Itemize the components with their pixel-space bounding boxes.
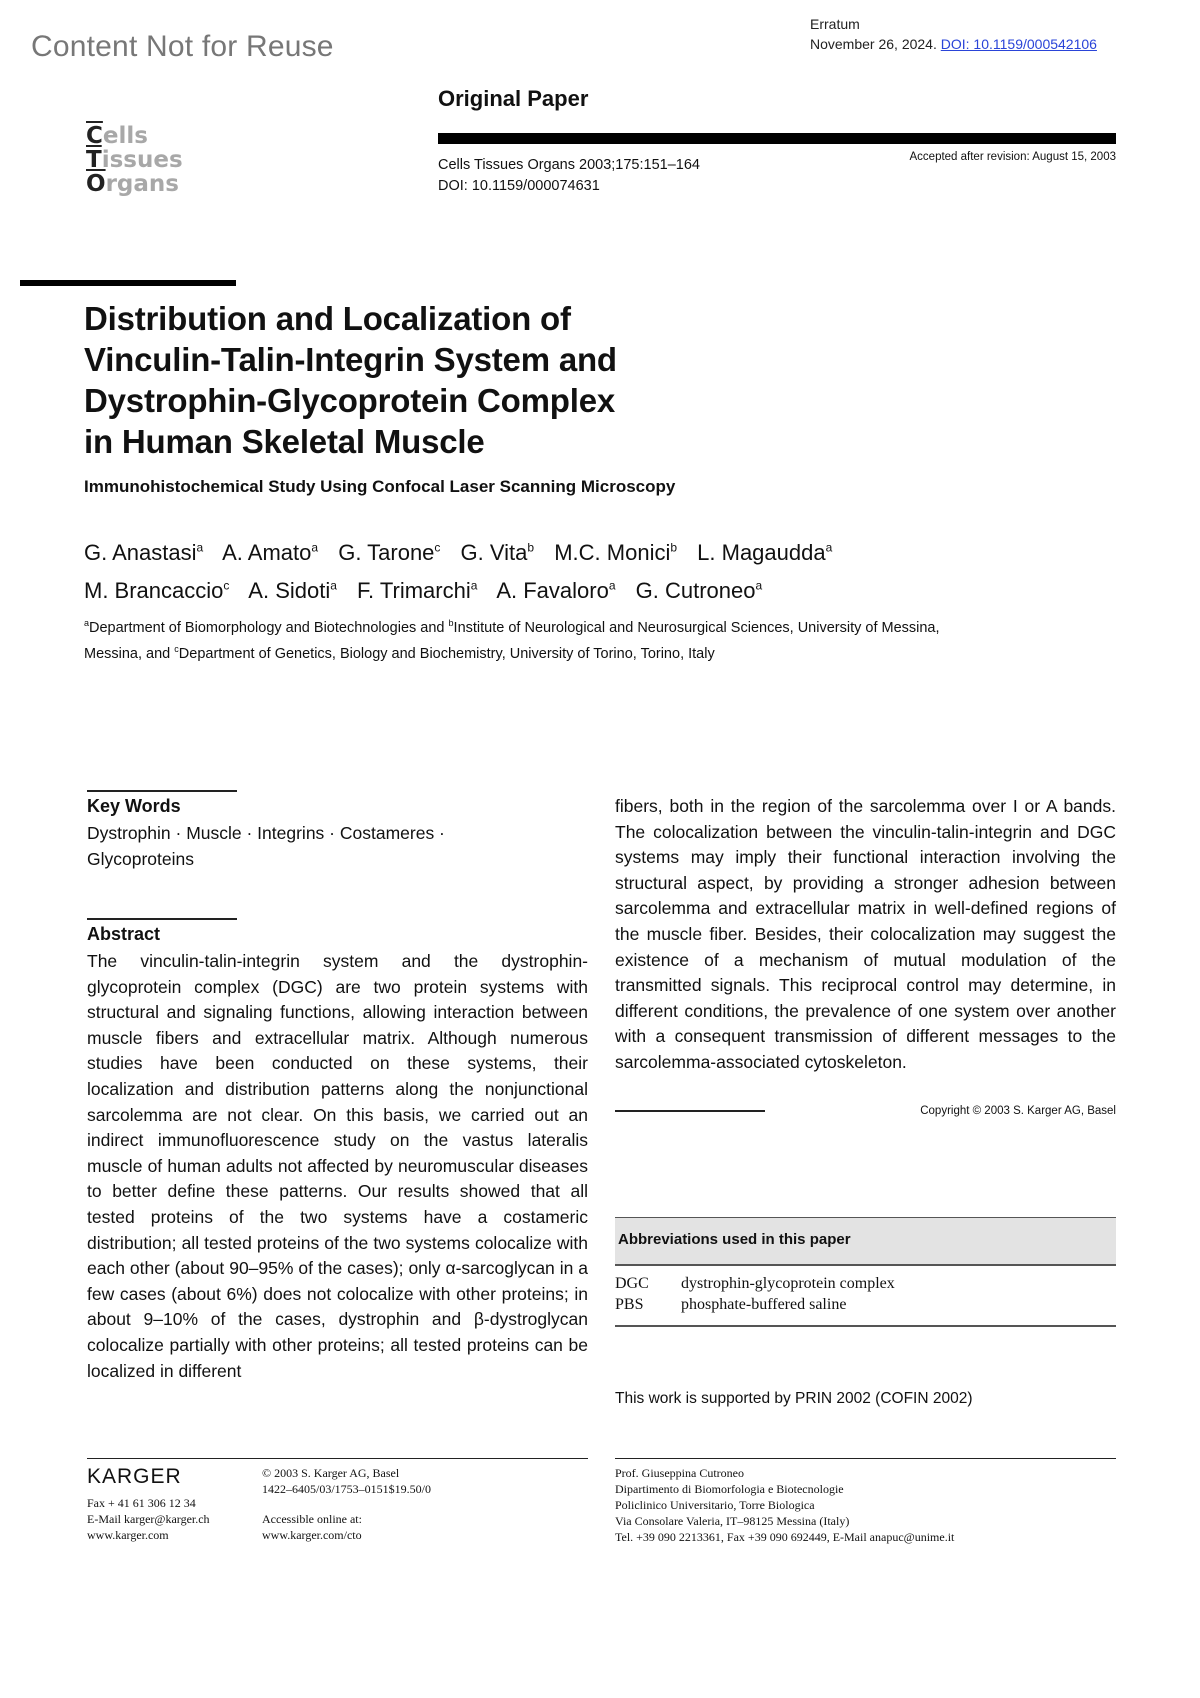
title-line: Vinculin-Talin-Integrin System and — [84, 341, 617, 378]
author: G. Anastasi$^a$ — [84, 540, 204, 566]
author: F. Trimarchi$^a$ — [357, 577, 478, 603]
header-bar — [438, 133, 1116, 144]
publisher-website: www.karger.com — [87, 1528, 169, 1542]
author: L. Magaudda$^a$ — [697, 540, 833, 566]
publisher-rights — [262, 1465, 431, 1497]
article-subtitle: Immunohistochemical Study Using Confocal Laser Scanning Microscopy — [84, 477, 676, 496]
copyright-notice: Copyright © 2003 S. Karger AG, Basel — [920, 1105, 1116, 1117]
rights-line: © 2003 S. Karger AG, Basel — [262, 1466, 400, 1480]
abbreviations-heading: Abbreviations used in this paper — [618, 1231, 851, 1248]
publisher-fax: Fax + 41 61 306 12 34 — [87, 1496, 196, 1510]
title-line: in Human Skeletal Muscle — [84, 423, 485, 460]
abstract-heading: Abstract — [87, 924, 161, 944]
abstract-end-rule — [615, 1110, 765, 1112]
watermark-text: Content Not for Reuse — [31, 30, 334, 63]
keywords-text: Dystrophin · Muscle · Integrins · Costameres · Glycoproteins — [87, 823, 445, 869]
erratum-date: November 26, 2024. — [810, 36, 937, 52]
erratum-notice — [810, 14, 1097, 54]
publisher-logo: KARGER — [87, 1465, 182, 1488]
article-doi: DOI: 10.1159/000074631 — [438, 178, 600, 194]
abbreviation-item: PBS phosphate-buffered saline — [615, 1296, 847, 1313]
online-label: Accessible online at: — [262, 1512, 362, 1526]
title-line: Distribution and Localization of — [84, 300, 571, 337]
correspondence-line: Tel. +39 090 2213361, Fax +39 090 692449, E-Mail anapuc@unime.it — [615, 1530, 955, 1544]
publisher-contact — [87, 1495, 210, 1543]
author: A. Amato$^a$ — [222, 540, 319, 566]
funding-note: This work is supported by PRIN 2002 (COFIN 2002) — [615, 1390, 973, 1407]
section-label: Original Paper — [438, 86, 589, 111]
title-line: Dystrophin-Glycoprotein Complex — [84, 382, 616, 419]
author: M. Brancaccio$^c$ — [84, 577, 230, 603]
author: G. Tarone$^c$ — [338, 540, 441, 566]
footer-rule-right — [615, 1458, 1116, 1459]
author: G. Vita$^b$ — [460, 540, 535, 566]
author: A. Sidoti$^a$ — [248, 577, 337, 603]
author: A. Favaloro$^a$ — [496, 577, 616, 603]
author: M.C. Monici$^b$ — [554, 540, 678, 566]
abbreviation-item: DGC dystrophin-glycoprotein complex — [615, 1275, 895, 1292]
author-list — [84, 532, 984, 607]
correspondence-line: Via Consolare Valeria, IT–98125 Messina (Italy) — [615, 1514, 850, 1528]
online-access — [262, 1511, 362, 1543]
accepted-date: Accepted after revision: August 15, 2003 — [909, 151, 1116, 163]
correspondence-address — [615, 1465, 954, 1545]
journal-logo: $\overline{C}ells$ $\overline{T}issues$ $\overline{O}rgans$ — [86, 123, 183, 197]
journal-citation: Cells Tissues Organs 2003;175:151–164 — [438, 157, 700, 173]
abstract-text-column-1: The vinculin-talin-integrin system and the dystrophin-glycoprotein complex (DGC) are two protein systems with structural and signaling functions, allowing interaction between muscle fibers and extracellular matrix. Although numerous studies have been conducted on these systems, their localization and distribution patterns along the nonjunctional sarcolemma are not clear. On this basis, we carried out an indirect immunofluorescence study on the vastus lateralis muscle of human adults not affected by neuromuscular diseases to better define these patterns. Our results showed that all tested proteins of the two systems have a costameric distribution; all tested proteins of the two systems colocalize with each other (about 90–95% of the cases); only α-sarcoglycan in a few cases (about 6%) does not colocalize with other proteins; in about 9–10% of the cases, dystrophin and β-dystroglycan colocalize partially with other proteins; all tested proteins can be localized in different — [87, 951, 588, 1381]
title-rule — [20, 280, 236, 286]
correspondence-line: Policlinico Universitario, Torre Biologica — [615, 1498, 815, 1512]
correspondence-line: Dipartimento di Biomorfologia e Biotecnologie — [615, 1482, 844, 1496]
footer-rule-left — [87, 1458, 588, 1459]
affiliations: $^a$Department of Biomorphology and Biotechnologies and $^b$Institute of Neurological and Neurosurgical Sciences, University of Messina, Messina, and $^c$Department of Genetics, Biology and Biochemistry, University of Torino, Torino, Italy — [84, 618, 940, 662]
correspondence-line: Prof. Giuseppina Cutroneo — [615, 1466, 744, 1480]
publisher-email: E-Mail karger@karger.ch — [87, 1512, 210, 1526]
erratum-doi-link[interactable]: DOI: 10.1159/000542106 — [940, 36, 1097, 52]
abbreviations-list — [615, 1273, 895, 1315]
abbreviations-rule — [615, 1325, 1116, 1327]
online-url: www.karger.com/cto — [262, 1528, 362, 1542]
keywords-rule — [87, 790, 237, 792]
keywords-heading: Key Words — [87, 796, 181, 816]
abstract-text-column-2: fibers, both in the region of the sarcolemma over I or A bands. The colocalization between the vinculin-talin-integrin and DGC systems may imply their functional interaction involving the structural aspect, by providing a stronger adhesion between sarcolemma and extracellular matrix in well-defined regions of the muscle fiber. Besides, their colocalization may suggest the existence of a mechanism of mutual modulation of the transmitted signals. This reciprocal control may determine, in different conditions, the prevalence of one system over another with a consequent transmission of different messages to the sarcolemma-associated cytoskeleton. — [615, 796, 1116, 1072]
issn-line: 1422–6405/03/1753–0151$19.50/0 — [262, 1482, 432, 1496]
article-title — [84, 298, 844, 462]
author: G. Cutroneo$^a$ — [635, 577, 763, 603]
citation-block — [438, 155, 700, 197]
abstract-rule — [87, 918, 237, 920]
erratum-label: Erratum — [810, 16, 860, 32]
